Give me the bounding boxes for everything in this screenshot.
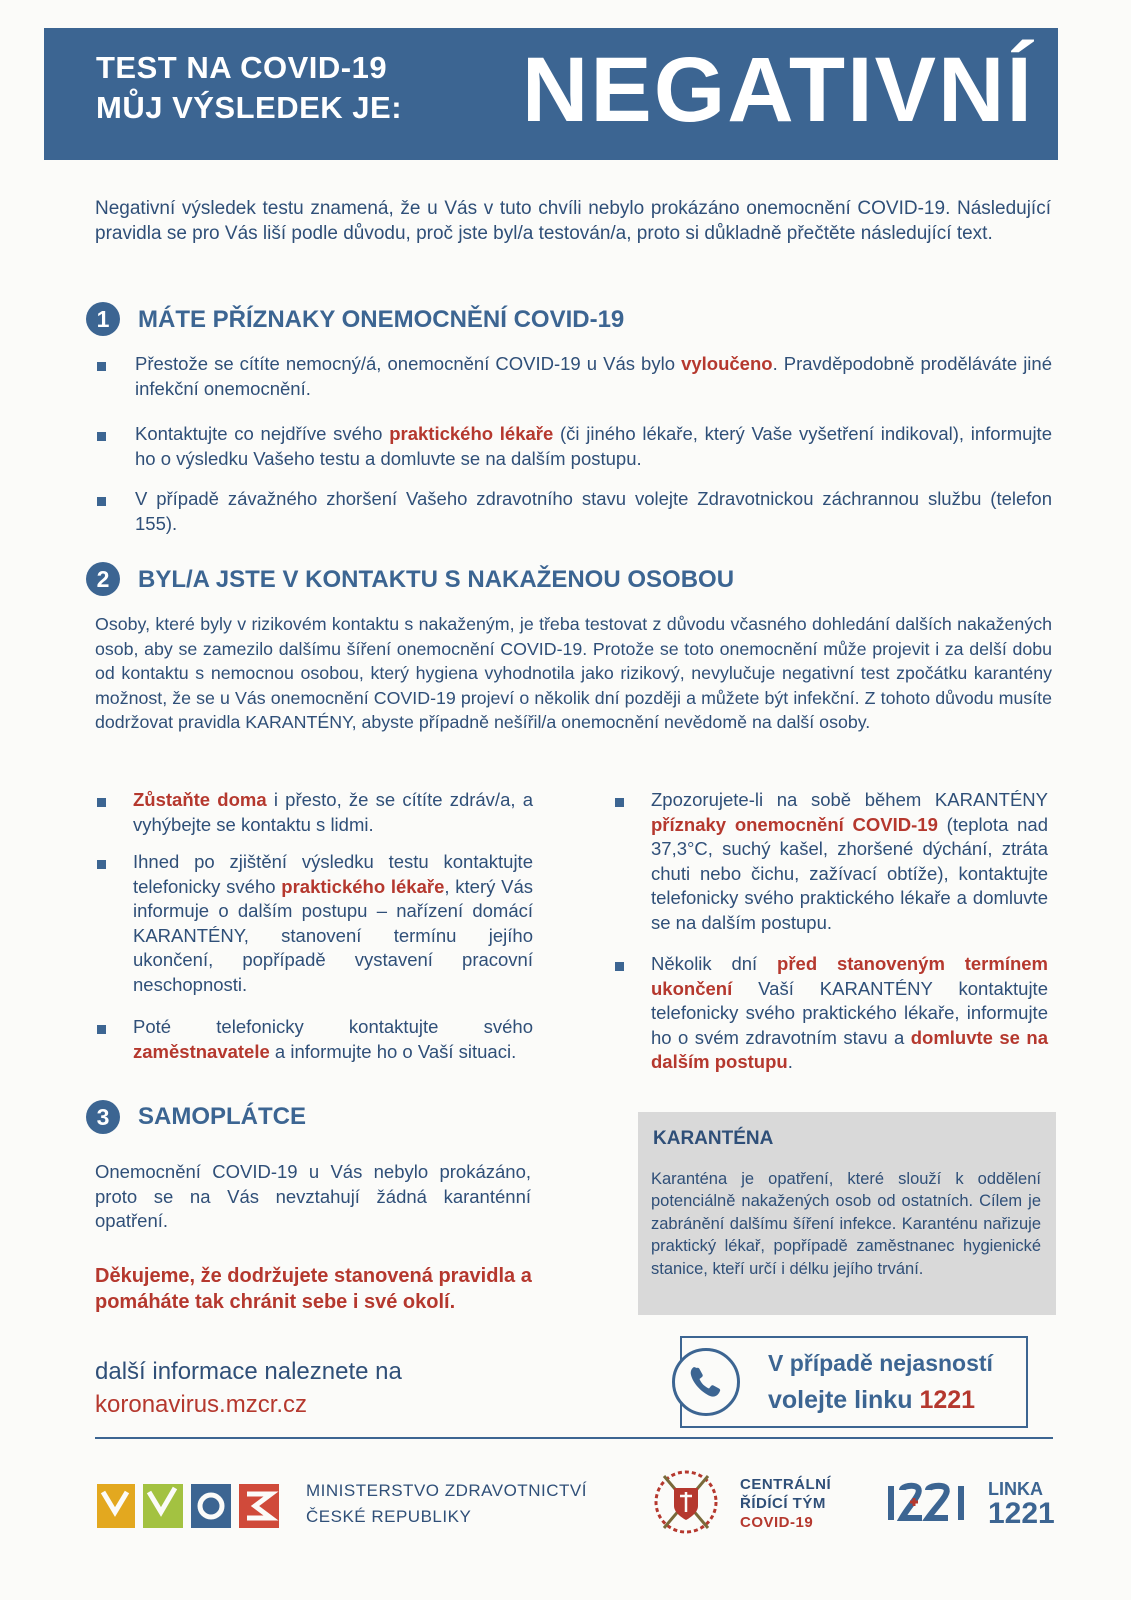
bullet-icon — [97, 860, 106, 869]
quarantine-rule-3: Poté telefonicky kontaktujte svého zaměstnavatele a informujte ho o Vaší situaci. — [133, 1016, 533, 1062]
result-text: NEGATIVNÍ — [521, 39, 1034, 141]
bullet-icon — [97, 798, 106, 807]
ministry-name-1: MINISTERSTVO ZDRAVOTNICTVÍ — [306, 1481, 587, 1500]
banner-line2: MŮJ VÝSLEDEK JE: — [96, 90, 403, 125]
ministry-name-2: ČESKÉ REPUBLIKY — [306, 1507, 472, 1526]
section2-title: BYL/A JSTE V KONTAKTU S NAKAŽENOU OSOBOU — [138, 566, 735, 593]
hotline-line2: volejte linku 1221 — [768, 1386, 976, 1414]
section1-item-1: Přestože se cítíte nemocný/á, onemocnění COVID-19 u Vás bylo vyloučeno. Pravděpodobně proděláváte jiné infekční onemocnění. — [135, 353, 1052, 399]
section3-title: SAMOPLÁTCE — [138, 1103, 306, 1130]
linka-number: 1221 — [988, 1497, 1055, 1530]
quarantine-rule-5: Několik dní před stanoveným termínem ukončení Vaší KARANTÉNY kontaktujte telefonicky svého praktického lékaře, informujte ho o svém zdravotním stavu a domluvte se na dalším postupu. — [651, 953, 1049, 1073]
banner-line1: TEST NA COVID-19 — [96, 50, 388, 85]
section1-number-icon: 1 — [86, 302, 120, 336]
section1-title: MÁTE PŘÍZNAKY ONEMOCNĚNÍ COVID-19 — [138, 306, 625, 333]
karantena-title: KARANTÉNA — [653, 1128, 774, 1149]
linka-logo-icon — [884, 1478, 974, 1528]
crt-name-2: ŘÍDÍCÍ TÝM — [740, 1495, 826, 1512]
karantena-info-box — [638, 1112, 1056, 1315]
section2-number-icon: 2 — [86, 562, 120, 596]
crt-name-1: CENTRÁLNÍ — [740, 1476, 832, 1493]
section1-item-3: V případě závažného zhoršení Vašeho zdravotního stavu volejte Zdravotnickou záchrannou službu (telefon 155). — [135, 488, 1052, 534]
section2-paragraph: Osoby, které byly v rizikovém kontaktu s nakaženým, je třeba testovat z důvodu včasného dohledání dalších nakažených osob, aby se zamezilo dalšímu šíření onemocnění COVID-19. Protože se toto onemocnění může projevit i za delší dobu od kontaktu s nemocnou osobou, který hygiena vyhodnotila jako rizikový, nevylučuje negativní test zpočátku karantény možnost, že se u Vás onemocnění COVID-19 projeví o několik dní později a můžete být infekční. Z tohoto důvodu musíte dodržovat pravidla KARANTÉNY, abyste případně nešířil/a onemocnění nevědomě na další osoby. — [95, 614, 1052, 733]
footer-divider — [95, 1437, 1053, 1439]
ministry-logo — [95, 1478, 285, 1534]
bullet-icon — [97, 362, 106, 371]
quarantine-rule-1: Zůstaňte doma i přesto, že se cítíte zdráv/a, a vyhýbejte se kontaktu s lidmi. — [133, 789, 533, 835]
crt-emblem-icon — [650, 1466, 722, 1538]
hotline-number: 1221 — [919, 1386, 976, 1414]
hotline-line1: V případě nejasností — [768, 1350, 993, 1376]
crt-name-3: COVID-19 — [740, 1514, 814, 1531]
bullet-icon — [97, 432, 106, 441]
bullet-icon — [97, 497, 106, 506]
section3-number-icon: 3 — [86, 1100, 120, 1134]
karantena-text: Karanténa je opatření, které slouží k oddělení potenciálně nakažených osob od ostatních. Cílem je zabránění dalšímu šíření infekce. Karanténu nařizuje praktický lékař, popřípadě zaměstnanec hygienické stanice, kteří určí i délku jejího trvání. — [651, 1170, 1041, 1278]
section3-paragraph: Onemocnění COVID-19 u Vás nebylo prokázáno, proto se na Vás nevztahují žádná karanténní opatření. — [95, 1161, 531, 1232]
linka-word: LINKA — [988, 1479, 1043, 1499]
bullet-icon — [615, 798, 624, 807]
result-banner — [44, 28, 1058, 160]
bullet-icon — [97, 1025, 106, 1034]
info-link[interactable]: koronavirus.mzcr.cz — [95, 1391, 308, 1418]
intro-paragraph: Negativní výsledek testu znamená, že u Vás v tuto chvíli nebylo prokázáno onemocnění COVID-19. Následující pravidla se pro Vás liší podle důvodu, proč jste byl/a testován/a, proto si důkladně přečtěte následující text. — [95, 198, 1051, 245]
quarantine-rule-2: Ihned po zjištění výsledku testu kontaktujte telefonicky svého praktického lékaře, který Vás informuje o dalším postupu – nařízení domácí KARANTÉNY, stanovení termínu jejího ukončení, popřípadě vystavení pracovní neschopnosti. — [133, 851, 533, 995]
section1-item-2: Kontaktujte co nejdříve svého praktického lékaře (či jiného lékaře, který Vaše vyšetření indikoval), informujte ho o výsledku Vašeho testu a domluvte se na dalším postupu. — [135, 423, 1052, 469]
quarantine-rule-4: Zpozorujete-li na sobě během KARANTÉNY příznaky onemocnění COVID-19 (teplota nad 37,3°C, suchý kašel, zhoršené dýchání, ztráta chuti nebo čichu, zažívací obtíže), kontaktujte telefonicky svého praktického lékaře a domluvte se na dalším postupu. — [651, 789, 1049, 933]
hotline-box — [680, 1336, 1028, 1428]
bullet-icon — [615, 962, 624, 971]
phone-icon — [672, 1348, 740, 1416]
info-label: další informace naleznete na — [95, 1358, 402, 1385]
thanks-message: Děkujeme, že dodržujete stanovená pravidla a pomáháte tak chránit sebe i své okolí. — [95, 1265, 532, 1314]
